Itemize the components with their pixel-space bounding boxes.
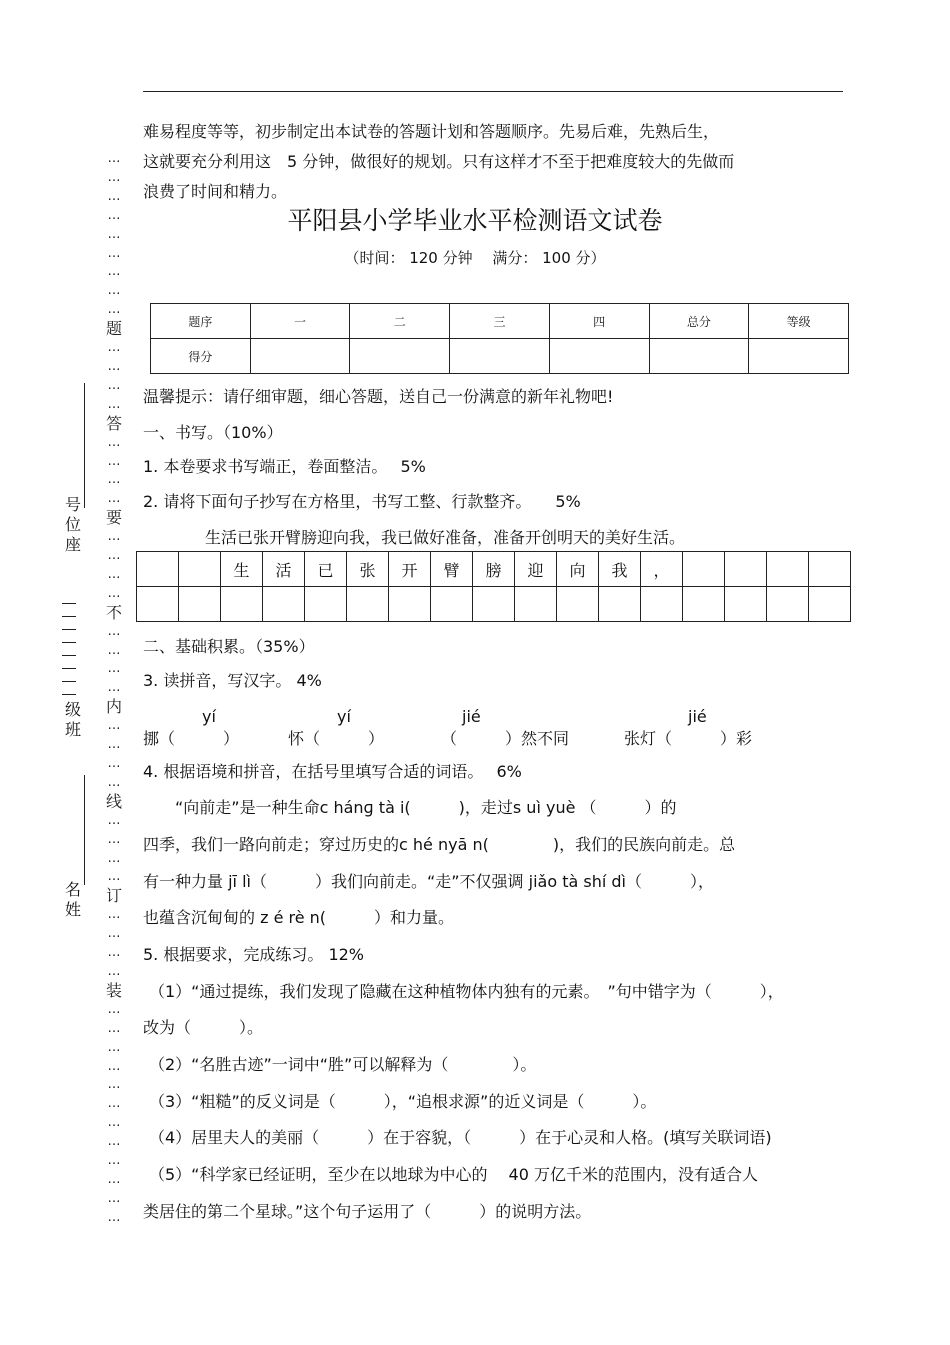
seal-dot: … bbox=[107, 1153, 121, 1169]
seal-line bbox=[104, 150, 124, 1228]
seal-dot: … bbox=[107, 169, 121, 185]
seal-dot: … bbox=[107, 529, 121, 545]
seal-dot: … bbox=[107, 945, 121, 961]
q4-line: “向前走”是一种生命c hánɡ tà i( )，走过s uì yuè （ ）的 bbox=[143, 798, 677, 817]
grid-cell[interactable]: 向 bbox=[557, 552, 599, 587]
seal-dot: … bbox=[107, 737, 121, 753]
grid-row bbox=[137, 552, 851, 587]
pinyin: jié bbox=[462, 707, 481, 726]
grid-cell[interactable]: ， bbox=[641, 552, 683, 587]
score-input-cell[interactable] bbox=[250, 339, 350, 374]
grid-cell[interactable] bbox=[389, 587, 431, 622]
grid-cell[interactable] bbox=[473, 587, 515, 622]
dash bbox=[62, 681, 76, 682]
q4-line: 四季，我们一路向前走；穿过历史的c hé nyā n( )，我们的民族向前走。总 bbox=[143, 835, 736, 854]
grid-row bbox=[137, 587, 851, 622]
seal-char: 装 bbox=[105, 980, 122, 1000]
score-input-cell[interactable] bbox=[350, 339, 450, 374]
score-table bbox=[150, 303, 849, 374]
grid-cell[interactable]: 迎 bbox=[515, 552, 557, 587]
grid-cell[interactable] bbox=[599, 587, 641, 622]
seal-dot: … bbox=[107, 1039, 121, 1055]
grid-cell[interactable] bbox=[179, 552, 221, 587]
seal-dot: … bbox=[107, 1058, 121, 1074]
pinyin: yí bbox=[202, 707, 216, 726]
seal-dot: … bbox=[107, 453, 121, 469]
score-input-cell[interactable] bbox=[649, 339, 749, 374]
question-1: 1. 本卷要求书写端正，卷面整洁。 5% bbox=[143, 457, 426, 476]
grid-cell[interactable] bbox=[305, 587, 347, 622]
seal-char: 线 bbox=[105, 791, 122, 811]
seal-dot: … bbox=[107, 680, 121, 696]
seal-dot: … bbox=[107, 1096, 121, 1112]
grid-cell[interactable]: 已 bbox=[305, 552, 347, 587]
grid-cell[interactable] bbox=[137, 552, 179, 587]
seal-dot: … bbox=[107, 1020, 121, 1036]
dash bbox=[62, 616, 76, 617]
seal-char: 题 bbox=[105, 319, 122, 339]
margin-rule bbox=[84, 775, 85, 885]
question-2: 2. 请将下面句子抄写在方格里，书写工整、行款整齐。 5% bbox=[143, 492, 581, 511]
dash bbox=[62, 603, 76, 604]
question-5: 5. 根据要求，完成练习。 12% bbox=[143, 945, 365, 964]
seal-dot: … bbox=[107, 1077, 121, 1093]
q5-line: （3）“粗糙”的反义词是（ ），“追根求源”的近义词是（ ）。 bbox=[149, 1092, 657, 1111]
seal-dot: … bbox=[107, 264, 121, 280]
seal-dot: … bbox=[107, 1171, 121, 1187]
seal-dot: … bbox=[107, 302, 121, 318]
seal-dot: … bbox=[107, 831, 121, 847]
grid-cell[interactable]: 臂 bbox=[431, 552, 473, 587]
pinyin-item: 挪（ ） bbox=[143, 729, 240, 748]
seal-dot: … bbox=[107, 623, 121, 639]
dash bbox=[62, 629, 76, 630]
grid-cell[interactable] bbox=[179, 587, 221, 622]
score-header-cell: 四 bbox=[549, 304, 649, 339]
q5-line: （5）“科学家已经证明，至少在以地球为中心的 40 万亿千米的范围内，没有适合人 bbox=[149, 1165, 759, 1184]
grid-cell[interactable]: 活 bbox=[263, 552, 305, 587]
grid-cell[interactable] bbox=[641, 587, 683, 622]
seal-dot: … bbox=[107, 472, 121, 488]
grid-cell[interactable] bbox=[809, 552, 851, 587]
q5-line: （4）居里夫人的美丽（ ）在于容貌，（ ）在于心灵和人格。(填写关联词语) bbox=[149, 1128, 772, 1147]
seat-label: 号 位 座 bbox=[64, 495, 81, 554]
grid-cell[interactable] bbox=[767, 552, 809, 587]
score-input-cell[interactable] bbox=[549, 339, 649, 374]
grid-cell[interactable] bbox=[767, 587, 809, 622]
score-header-cell: 三 bbox=[450, 304, 550, 339]
grid-cell[interactable]: 张 bbox=[347, 552, 389, 587]
pinyin: jié bbox=[688, 707, 707, 726]
score-header-cell: 题序 bbox=[151, 304, 251, 339]
grid-cell[interactable] bbox=[431, 587, 473, 622]
grid-cell[interactable] bbox=[137, 587, 179, 622]
q4-line: 也蕴含沉甸甸的 z é rè n( ）和力量。 bbox=[143, 908, 455, 927]
grid-cell[interactable] bbox=[347, 587, 389, 622]
pinyin-item: （ ）然不同 bbox=[441, 729, 570, 748]
q5-line: （1）“通过提练，我们发现了隐藏在这种植物体内独有的元素。 ”句中错字为（ ）， bbox=[149, 982, 784, 1001]
grid-cell[interactable] bbox=[725, 552, 767, 587]
grid-cell[interactable]: 我 bbox=[599, 552, 641, 587]
seal-dot: … bbox=[107, 358, 121, 374]
grid-cell[interactable] bbox=[221, 587, 263, 622]
dash bbox=[62, 655, 76, 656]
seal-char: 内 bbox=[105, 697, 122, 717]
dash bbox=[62, 642, 76, 643]
seal-dot: … bbox=[107, 963, 121, 979]
writing-grid bbox=[136, 551, 851, 622]
q5-line: （2）“名胜古迹”一词中“胜”可以解释为（ ）。 bbox=[149, 1055, 537, 1074]
score-input-cell[interactable] bbox=[450, 339, 550, 374]
seal-dot: … bbox=[107, 1190, 121, 1206]
intro-line-1: 难易程度等等，初步制定出本试卷的答题计划和答题顺序。先易后难，先熟后生， bbox=[143, 122, 720, 141]
seal-char: 不 bbox=[105, 602, 122, 622]
seal-dot: … bbox=[107, 756, 121, 771]
seal-dot: … bbox=[107, 661, 121, 677]
seal-char: 订 bbox=[105, 886, 122, 906]
score-row-label: 得分 bbox=[151, 339, 251, 374]
class-label: 级 班 bbox=[64, 700, 81, 739]
score-header-cell: 等级 bbox=[749, 304, 849, 339]
seal-char: 答 bbox=[105, 413, 122, 433]
section1-heading: 一、书写。（10%） bbox=[143, 423, 283, 442]
grid-cell[interactable]: 生 bbox=[221, 552, 263, 587]
seal-dot: … bbox=[107, 774, 121, 790]
seal-dot: … bbox=[107, 377, 121, 393]
q5-line: 类居住的第二个星球。”这个句子运用了（ ）的说明方法。 bbox=[143, 1202, 592, 1221]
seal-dot: … bbox=[107, 1134, 121, 1150]
seal-dot: … bbox=[107, 1209, 121, 1225]
seal-dot: … bbox=[107, 207, 121, 223]
q4-line: 有一种力量 jī lì（ ）我们向前走。“走”不仅强调 jiǎo tà shí dì（ ）， bbox=[143, 872, 714, 891]
q5-line: 改为（ ）。 bbox=[143, 1018, 264, 1037]
copy-sentence: 生活已张开臂膀迎向我，我已做好准备，准备开创明天的美好生活。 bbox=[205, 528, 686, 547]
seal-dot: … bbox=[107, 188, 121, 204]
intro-line-3: 浪费了时间和精力。 bbox=[143, 182, 288, 201]
section2-heading: 二、基础积累。（35%） bbox=[143, 637, 315, 656]
seal-dot: … bbox=[107, 585, 121, 601]
intro-line-2: 这就要充分利用这 5 分钟，做很好的规划。只有这样才不至于把难度较大的先做而 bbox=[143, 152, 735, 171]
seal-dot: … bbox=[107, 907, 121, 923]
score-table-header-row bbox=[151, 304, 849, 339]
score-table-score-row bbox=[151, 339, 849, 374]
exam-title: 平阳县小学毕业水平检测语文试卷 bbox=[287, 206, 663, 235]
seal-dot: … bbox=[107, 491, 121, 507]
score-header-cell: 一 bbox=[250, 304, 350, 339]
name-label: 名 姓 bbox=[64, 880, 81, 919]
dash bbox=[62, 694, 76, 695]
margin-rule bbox=[84, 383, 85, 508]
tip-text: 温馨提示：请仔细审题，细心答题，送自己一份满意的新年礼物吧! bbox=[143, 387, 614, 406]
seal-dot: … bbox=[107, 869, 121, 885]
score-input-cell[interactable] bbox=[749, 339, 849, 374]
grid-cell[interactable] bbox=[725, 587, 767, 622]
seal-dot: … bbox=[107, 283, 121, 299]
seal-dot: … bbox=[107, 812, 121, 828]
grid-cell[interactable] bbox=[683, 552, 725, 587]
grid-cell[interactable]: 膀 bbox=[473, 552, 515, 587]
seal-dot: … bbox=[107, 642, 121, 658]
exam-subtitle: （时间： 120 分钟 满分： 100 分） bbox=[344, 249, 606, 267]
grid-cell[interactable]: 开 bbox=[389, 552, 431, 587]
seal-dot: … bbox=[107, 226, 121, 242]
seal-dot: … bbox=[107, 1001, 121, 1017]
seal-dot: … bbox=[107, 396, 121, 412]
seal-char: 要 bbox=[105, 508, 122, 528]
seal-dot: … bbox=[107, 340, 121, 356]
grid-cell[interactable] bbox=[263, 587, 305, 622]
seal-dot: … bbox=[107, 926, 121, 942]
question-3: 3. 读拼音，写汉字。 4% bbox=[143, 671, 322, 690]
pinyin-item: 怀（ ） bbox=[288, 729, 385, 748]
score-header-cell: 总分 bbox=[649, 304, 749, 339]
grid-cell[interactable] bbox=[557, 587, 599, 622]
question-4: 4. 根据语境和拼音，在括号里填写合适的词语。 6% bbox=[143, 762, 522, 781]
seal-dot: … bbox=[107, 1115, 121, 1131]
grid-cell[interactable] bbox=[809, 587, 851, 622]
seal-dot: … bbox=[107, 245, 121, 261]
seal-dot: … bbox=[107, 566, 121, 582]
pinyin-item: 张灯（ ）彩 bbox=[624, 729, 753, 748]
dash bbox=[62, 668, 76, 669]
seal-dot: … bbox=[107, 850, 121, 866]
grid-cell[interactable] bbox=[683, 587, 725, 622]
seal-dot: … bbox=[107, 434, 121, 450]
pinyin: yí bbox=[337, 707, 351, 726]
seal-dot: … bbox=[107, 548, 121, 564]
header-rule bbox=[143, 91, 843, 92]
seal-dot: … bbox=[107, 718, 121, 734]
score-header-cell: 二 bbox=[350, 304, 450, 339]
seal-dot: … bbox=[107, 151, 121, 166]
grid-cell[interactable] bbox=[515, 587, 557, 622]
